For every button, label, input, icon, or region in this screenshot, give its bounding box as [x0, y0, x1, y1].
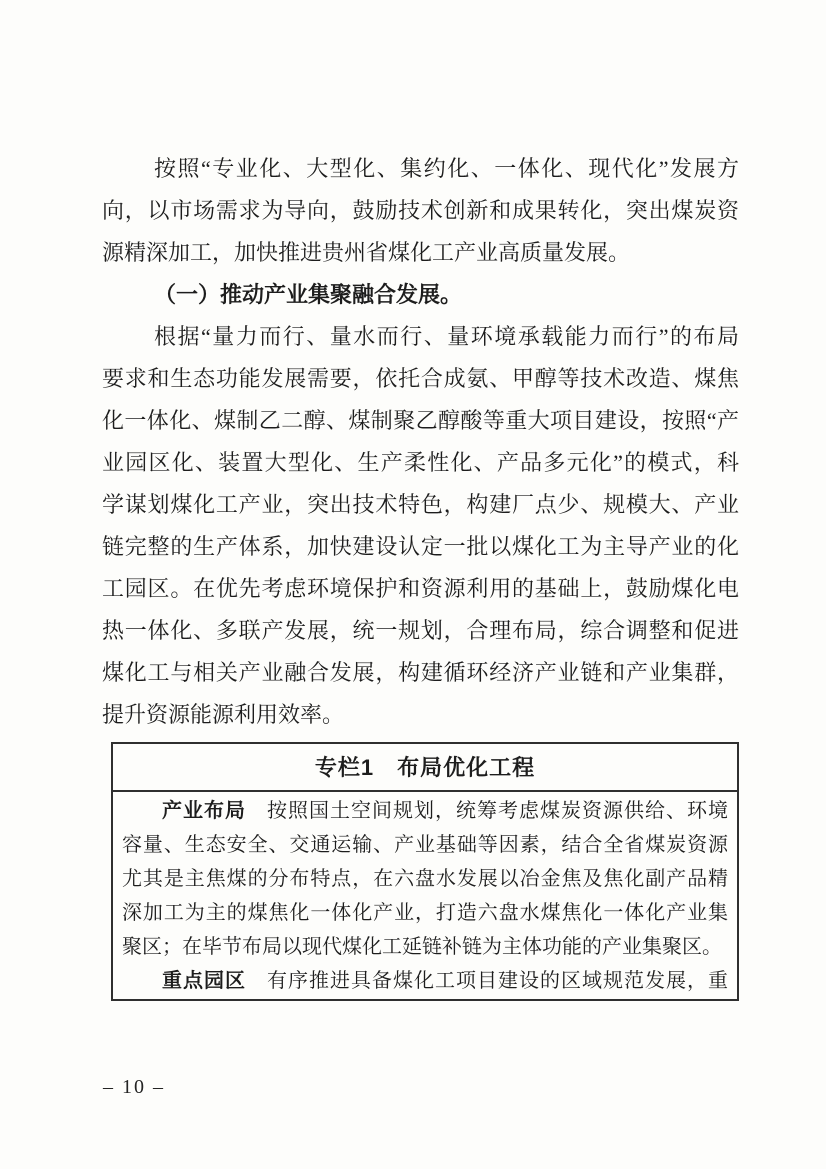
text-line — [102, 400, 739, 442]
bold-label: 重点园区 — [162, 970, 246, 992]
text-line — [102, 274, 739, 316]
text-segment: 按照国土空间规划，统筹考虑煤炭资源供给、环境 — [246, 800, 728, 822]
text-line — [122, 964, 728, 998]
text-segment: 要求和生态功能发展需要，依托合成氨、甲醇等技术改造、煤焦 — [102, 366, 739, 391]
text-line — [102, 190, 739, 232]
text-line — [102, 148, 739, 190]
text-segment: 容量、生态安全、交通运输、产业基础等因素，结合全省煤炭资源 — [122, 834, 728, 856]
text-line — [102, 316, 739, 358]
text-line — [102, 358, 739, 400]
text-segment: 尤其是主焦煤的分布特点，在六盘水发展以冶金焦及焦化副产品精 — [122, 868, 728, 890]
text-line — [102, 610, 739, 652]
text-segment: 学谋划煤化工产业，突出技术特色，构建厂点少、规模大、产业 — [102, 492, 739, 517]
body-text — [102, 148, 739, 736]
text-segment: 热一体化、多联产发展，统一规划，合理布局，综合调整和促进 — [102, 618, 739, 643]
bold-label: （一）推动产业集聚融合发展。 — [154, 282, 463, 307]
text-line — [122, 794, 728, 828]
text-segment: 深加工为主的煤焦化一体化产业，打造六盘水煤焦化一体化产业集 — [122, 902, 728, 924]
text-segment: 工园区。在优先考虑环境保护和资源利用的基础上，鼓励煤化电 — [102, 576, 739, 601]
panel-body — [113, 792, 737, 998]
page-number: – 10 – — [103, 1076, 165, 1098]
text-line — [102, 526, 739, 568]
text-segment: 按照“专业化、大型化、集约化、一体化、现代化”发展方 — [154, 156, 739, 181]
text-segment: 煤化工与相关产业融合发展，构建循环经济产业链和产业集群， — [102, 660, 739, 685]
text-segment: 有序推进具备煤化工项目建设的区域规范发展，重 — [246, 970, 728, 992]
text-segment: 向，以市场需求为导向，鼓励技术创新和成果转化，突出煤炭资 — [102, 198, 739, 223]
text-line — [122, 930, 728, 964]
text-line — [102, 568, 739, 610]
text-line — [122, 828, 728, 862]
text-segment: 链完整的生产体系，加快建设认定一批以煤化工为主导产业的化 — [102, 534, 739, 559]
text-segment: 根据“量力而行、量水而行、量环境承载能力而行”的布局 — [154, 324, 739, 349]
text-segment: 化一体化、煤制乙二醇、煤制聚乙醇酸等重大项目建设，按照“产 — [102, 408, 739, 433]
text-line — [122, 896, 728, 930]
text-line — [102, 232, 739, 274]
text-segment: 聚区；在毕节布局以现代煤化工延链补链为主体功能的产业集聚区。 — [122, 936, 722, 958]
text-segment: 提升资源能源利用效率。 — [102, 702, 345, 727]
bold-label: 产业布局 — [162, 800, 246, 822]
text-line — [102, 652, 739, 694]
text-segment: 业园区化、装置大型化、生产柔性化、产品多元化”的模式，科 — [102, 450, 739, 475]
panel-title: 专栏1 布局优化工程 — [113, 744, 737, 792]
callout-panel — [111, 742, 739, 1001]
text-segment: 源精深加工，加快推进贵州省煤化工产业高质量发展。 — [102, 240, 631, 265]
text-line — [102, 442, 739, 484]
text-line — [102, 484, 739, 526]
text-line — [122, 862, 728, 896]
text-line — [102, 694, 739, 736]
